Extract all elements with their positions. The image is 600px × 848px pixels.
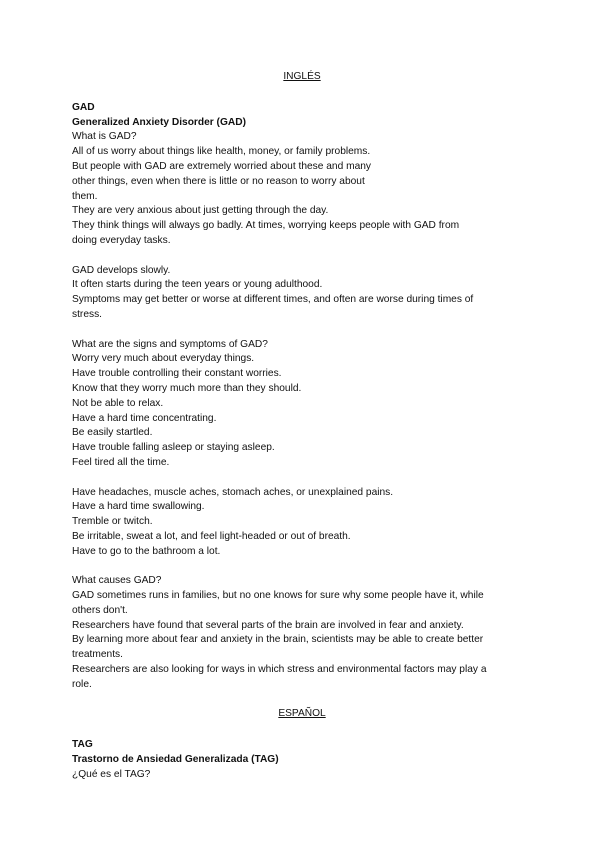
english-heading: INGLÉS <box>283 71 321 82</box>
signs-line: Worry very much about everyday things. <box>72 353 255 365</box>
spacer <box>72 323 532 338</box>
signs-line: Not be able to relax. <box>72 397 164 409</box>
physical-line: Be irritable, sweat a lot, and feel light-headed or out of breath. <box>72 530 351 542</box>
intro-line: What is GAD? <box>72 131 137 143</box>
english-abbrev: GAD <box>72 101 95 113</box>
causes-line: Researchers have found that several parts of the brain are involved in fear and anxiety. <box>72 619 464 631</box>
signs-line: Be easily startled. <box>72 427 153 439</box>
causes-line: others don't. <box>72 604 128 616</box>
signs-line: Have trouble falling asleep or staying asleep. <box>72 442 275 454</box>
spacer <box>72 722 532 738</box>
causes-line: role. <box>72 678 92 690</box>
develops-line: stress. <box>72 308 103 320</box>
physical-line: Have to go to the bathroom a lot. <box>72 545 221 557</box>
intro-line: other things, even when there is little or no reason to worry about <box>72 175 365 187</box>
english-title: Generalized Anxiety Disorder (GAD) <box>72 116 246 128</box>
intro-line: them. <box>72 190 98 202</box>
spanish-question: ¿Qué es el TAG? <box>72 768 151 780</box>
signs-line: Feel tired all the time. <box>72 456 170 468</box>
intro-line: They are very anxious about just getting through the day. <box>72 205 329 217</box>
intro-line: All of us worry about things like health, money, or family problems. <box>72 146 371 158</box>
spanish-abbrev: TAG <box>72 739 93 751</box>
physical-line: Have headaches, muscle aches, stomach aches, or unexplained pains. <box>72 486 394 498</box>
intro-line: doing everyday tasks. <box>72 234 171 246</box>
signs-line: Have trouble controlling their constant worries. <box>72 368 282 380</box>
spacer <box>72 85 532 101</box>
spacer <box>72 560 532 575</box>
intro-line: But people with GAD are extremely worried about these and many <box>72 160 371 172</box>
signs-line: Have a hard time concentrating. <box>72 412 217 424</box>
spanish-heading: ESPAÑOL <box>278 708 326 720</box>
causes-line: treatments. <box>72 649 123 661</box>
intro-line: They think things will always go badly. At times, worrying keeps people with GAD from <box>72 220 460 232</box>
causes-line: GAD sometimes runs in families, but no one knows for sure why some people have it, while <box>72 590 484 602</box>
causes-line: Researchers are also looking for ways in which stress and environmental factors may play a <box>72 664 487 676</box>
causes-line: What causes GAD? <box>72 575 162 587</box>
spacer <box>72 693 532 708</box>
develops-line: Symptoms may get better or worse at different times, and often are worse during times of <box>72 294 474 306</box>
signs-line: Know that they worry much more than they should. <box>72 382 302 394</box>
develops-line: It often starts during the teen years or young adulthood. <box>72 279 323 291</box>
develops-line: GAD develops slowly. <box>72 264 171 276</box>
signs-line: What are the signs and symptoms of GAD? <box>72 338 268 350</box>
spacer <box>72 249 532 264</box>
physical-line: Have a hard time swallowing. <box>72 501 205 513</box>
document-body <box>72 70 532 783</box>
spacer <box>72 471 532 486</box>
physical-line: Tremble or twitch. <box>72 516 153 528</box>
spanish-title: Trastorno de Ansiedad Generalizada (TAG) <box>72 754 279 766</box>
causes-line: By learning more about fear and anxiety in the brain, scientists may be able to create better <box>72 634 484 646</box>
